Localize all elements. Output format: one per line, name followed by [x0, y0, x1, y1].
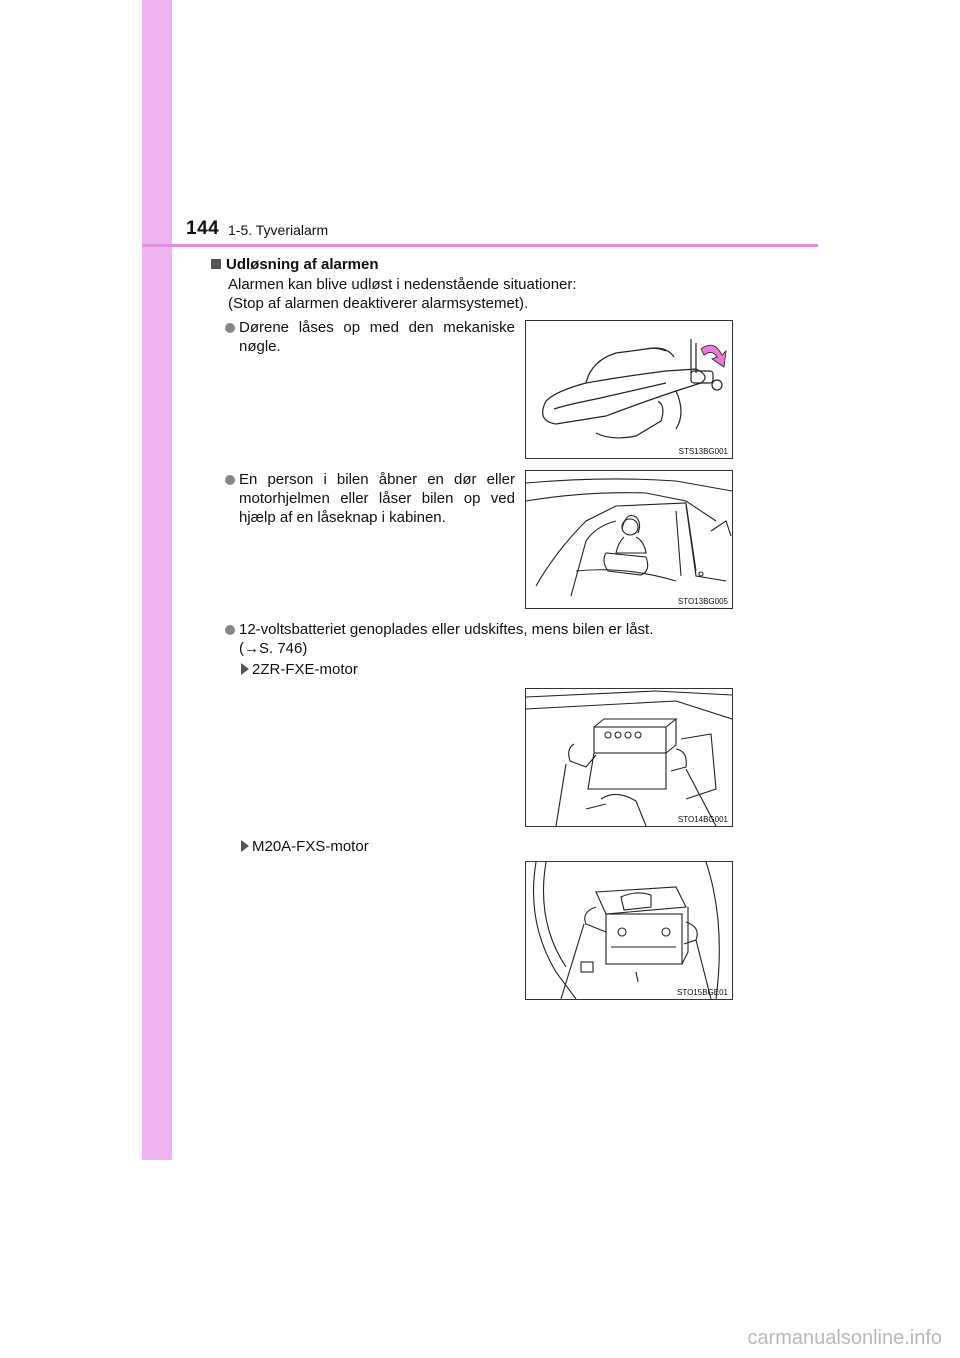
bullet-text-1: Dørene låses op med den mekaniske nøgle. — [239, 319, 515, 355]
page-number: 144 — [186, 218, 220, 239]
header-rule — [142, 244, 818, 247]
figure-battery-m20a — [525, 861, 733, 1000]
round-bullet-icon — [225, 323, 235, 333]
engine-label-1: 2ZR-FXE-motor — [252, 661, 358, 678]
figure-code: STS13BG001 — [678, 447, 728, 456]
triangle-arrow-icon — [241, 663, 249, 675]
figure-person-in-car — [525, 470, 733, 609]
round-bullet-icon — [225, 475, 235, 485]
round-bullet-icon — [225, 625, 235, 635]
figure-code: STO15BGE01 — [677, 988, 728, 997]
section-title: 1-5. Tyverialarm — [228, 222, 329, 238]
figure-code: STO13BG005 — [677, 597, 728, 606]
figure-battery-2zr — [525, 688, 733, 827]
bullet-text-2: En person i bilen åbner en dør eller motorhjelmen eller låser bilen op ved hjælp af en låseknap i kabinen. — [239, 471, 515, 526]
person-in-car-illustration-icon — [526, 471, 732, 608]
bullet-text-3-line-2: (→S. 746) — [239, 640, 308, 657]
battery-replacement-illustration-icon — [526, 689, 732, 826]
bullet-text-3-line-1: 12-voltsbatteriet genoplades eller udskiftes, mens bilen er låst. — [239, 621, 654, 638]
section-heading: Udløsning af alarmen — [211, 255, 379, 274]
intro-line-1: Alarmen kan blive udløst i nedenstående situationer: — [228, 276, 577, 293]
watermark: carmanualsonline.info — [747, 1327, 942, 1349]
door-handle-key-illustration-icon — [526, 321, 732, 458]
figure-code: STO14BG001 — [677, 815, 728, 824]
battery-replacement-illustration-icon — [526, 862, 732, 999]
chapter-sidebar-tab — [142, 0, 172, 1160]
triangle-arrow-icon — [241, 840, 249, 852]
intro-line-2: (Stop af alarmen deaktiverer alarmsystemet). — [228, 295, 529, 312]
figure-door-handle-key — [525, 320, 733, 459]
engine-label-2: M20A-FXS-motor — [252, 838, 369, 855]
square-bullet-icon — [211, 259, 221, 269]
